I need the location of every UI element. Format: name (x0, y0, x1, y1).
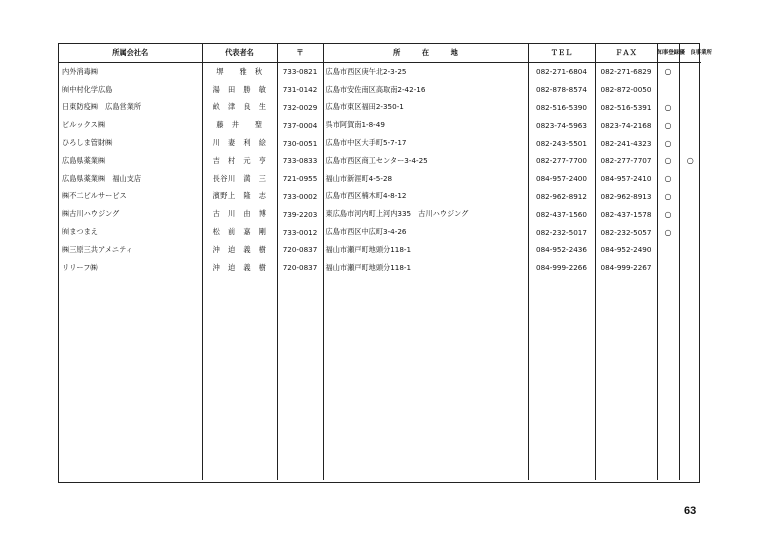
empty-cell (59, 277, 202, 480)
postal-code: 730-0051 (277, 134, 323, 152)
governor-registered-mark: ○ (657, 170, 679, 188)
governor-registered-mark: ○ (657, 134, 679, 152)
header-fax: ＦＡＸ (595, 44, 657, 63)
company-name: ㈱不二ビルサービス (59, 188, 202, 206)
postal-code: 733-0012 (277, 223, 323, 241)
excellent-office-mark (679, 134, 701, 152)
address: 広島市東区福田2-350-1 (323, 99, 528, 117)
table-row (59, 134, 701, 152)
company-name: リリーフ㈱ (59, 259, 202, 277)
table-row (59, 116, 701, 134)
excellent-office-mark (679, 259, 701, 277)
governor-registered-mark: ○ (657, 205, 679, 223)
excellent-office-mark (679, 241, 701, 259)
excellent-office-mark (679, 205, 701, 223)
header-tel: ＴＥＬ (528, 44, 595, 63)
table-row (59, 241, 701, 259)
representative-name: 松 前 嘉 剛 (202, 223, 277, 241)
postal-code: 733-0821 (277, 63, 323, 81)
company-name: ㈱古川ハウジング (59, 205, 202, 223)
governor-registered-mark: ○ (657, 188, 679, 206)
representative-name: 川 妻 利 絵 (202, 134, 277, 152)
empty-cell (528, 277, 595, 480)
representative-name: 畝 津 良 生 (202, 99, 277, 117)
table-row (59, 81, 701, 99)
address: 福山市瀬戸町地頭分118-1 (323, 259, 528, 277)
excellent-office-mark (679, 81, 701, 99)
postal-code: 737-0004 (277, 116, 323, 134)
company-table-frame (58, 43, 712, 483)
company-name: 広島県薬業㈱ 福山支店 (59, 170, 202, 188)
representative-name: 吉 村 元 亨 (202, 152, 277, 170)
fax-number: 082-277-7707 (595, 152, 657, 170)
page-number: 63 (684, 505, 697, 517)
header-company: 所属会社名 (59, 44, 202, 63)
empty-cell (595, 277, 657, 480)
table-row (59, 205, 701, 223)
phone-number: 082-232-5017 (528, 223, 595, 241)
table-row (59, 99, 701, 117)
fax-number: 082-241-4323 (595, 134, 657, 152)
postal-code: 733-0002 (277, 188, 323, 206)
company-name: 日東防疫㈱ 広島営業所 (59, 99, 202, 117)
header-row (59, 44, 701, 63)
fax-number: 082-872-0050 (595, 81, 657, 99)
empty-cell (323, 277, 528, 480)
phone-number: 082-243-5501 (528, 134, 595, 152)
governor-registered-mark (657, 81, 679, 99)
phone-number: 084-952-2436 (528, 241, 595, 259)
company-name: 広島県薬業㈱ (59, 152, 202, 170)
fax-number: 084-957-2410 (595, 170, 657, 188)
address: 広島市西区中広町3-4-26 (323, 223, 528, 241)
representative-name: 古 川 由 博 (202, 205, 277, 223)
fax-number: 082-962-8913 (595, 188, 657, 206)
header-representative: 代表者名 (202, 44, 277, 63)
address: 広島市西区楠木町4-8-12 (323, 188, 528, 206)
governor-registered-mark (657, 259, 679, 277)
phone-number: 084-999-2266 (528, 259, 595, 277)
company-name: ひろしま管財㈱ (59, 134, 202, 152)
postal-code: 732-0029 (277, 99, 323, 117)
company-name: ビルックス㈱ (59, 116, 202, 134)
table-row (59, 259, 701, 277)
phone-number: 082-437-1560 (528, 205, 595, 223)
representative-name: 濱野上 隆 志 (202, 188, 277, 206)
representative-name: 長谷川 満 三 (202, 170, 277, 188)
excellent-office-mark (679, 99, 701, 117)
phone-number: 082-878-8574 (528, 81, 595, 99)
representative-name: 沖 迫 義 樹 (202, 259, 277, 277)
header-excellent-office: 優 良事業所 (679, 44, 701, 63)
excellent-office-mark (679, 223, 701, 241)
fax-number: 082-271-6829 (595, 63, 657, 81)
address: 呉市阿賀南1-8-49 (323, 116, 528, 134)
table-row (59, 223, 701, 241)
company-name: 内外消毒㈱ (59, 63, 202, 81)
table-row (59, 152, 701, 170)
table-row (59, 63, 701, 81)
excellent-office-mark (679, 63, 701, 81)
fax-number: 082-437-1578 (595, 205, 657, 223)
address: 広島市安佐南区高取南2-42-16 (323, 81, 528, 99)
representative-name: 堺 雅 秋 (202, 63, 277, 81)
address: 福山市新涯町4-5-28 (323, 170, 528, 188)
table-row (59, 188, 701, 206)
governor-registered-mark (657, 241, 679, 259)
phone-number: 082-271-6804 (528, 63, 595, 81)
fax-number: 0823-74-2168 (595, 116, 657, 134)
address: 東広島市河内町上河内335 古川ハウジング (323, 205, 528, 223)
empty-cell (277, 277, 323, 480)
phone-number: 0823-74-5963 (528, 116, 595, 134)
governor-registered-mark: ○ (657, 223, 679, 241)
fax-number: 082-516-5391 (595, 99, 657, 117)
address: 福山市瀬戸町地頭分118-1 (323, 241, 528, 259)
governor-registered-mark: ○ (657, 99, 679, 117)
excellent-office-mark (679, 188, 701, 206)
address: 広島市中区大手町5-7-17 (323, 134, 528, 152)
phone-number: 084-957-2400 (528, 170, 595, 188)
fax-number: 082-232-5057 (595, 223, 657, 241)
postal-code: 720-0837 (277, 259, 323, 277)
address: 広島市西区商工センター3-4-25 (323, 152, 528, 170)
fax-number: 084-999-2267 (595, 259, 657, 277)
representative-name: 沖 迫 義 樹 (202, 241, 277, 259)
representative-name: 藤 井 聖 (202, 116, 277, 134)
empty-table-area (59, 277, 701, 480)
fax-number: 084-952-2490 (595, 241, 657, 259)
governor-registered-mark: ○ (657, 116, 679, 134)
excellent-office-mark (679, 170, 701, 188)
excellent-office-mark (679, 116, 701, 134)
empty-cell (679, 277, 701, 480)
address: 広島市西区庚午北2-3-25 (323, 63, 528, 81)
postal-code: 721-0955 (277, 170, 323, 188)
phone-number: 082-962-8912 (528, 188, 595, 206)
excellent-office-mark: ○ (686, 156, 694, 166)
phone-number: 082-516-5390 (528, 99, 595, 117)
company-table (59, 44, 712, 480)
header-address: 所 在 地 (323, 44, 528, 63)
table-row (59, 170, 701, 188)
empty-cell (202, 277, 277, 480)
company-name: ㈲まつまえ (59, 223, 202, 241)
empty-cell (657, 277, 679, 480)
company-name: ㈱三原三共アメニティ (59, 241, 202, 259)
header-governor-registration: 知事登録 (657, 44, 679, 63)
phone-number: 082-277-7700 (528, 152, 595, 170)
postal-code: 739-2203 (277, 205, 323, 223)
governor-registered-mark: ○ (657, 63, 679, 81)
postal-code: 720-0837 (277, 241, 323, 259)
header-zip: 〒 (277, 44, 323, 63)
representative-name: 湯 田 勝 敏 (202, 81, 277, 99)
governor-registered-mark: ○ (657, 152, 679, 170)
postal-code: 733-0833 (277, 152, 323, 170)
postal-code: 731-0142 (277, 81, 323, 99)
company-name: ㈲中村化学広島 (59, 81, 202, 99)
